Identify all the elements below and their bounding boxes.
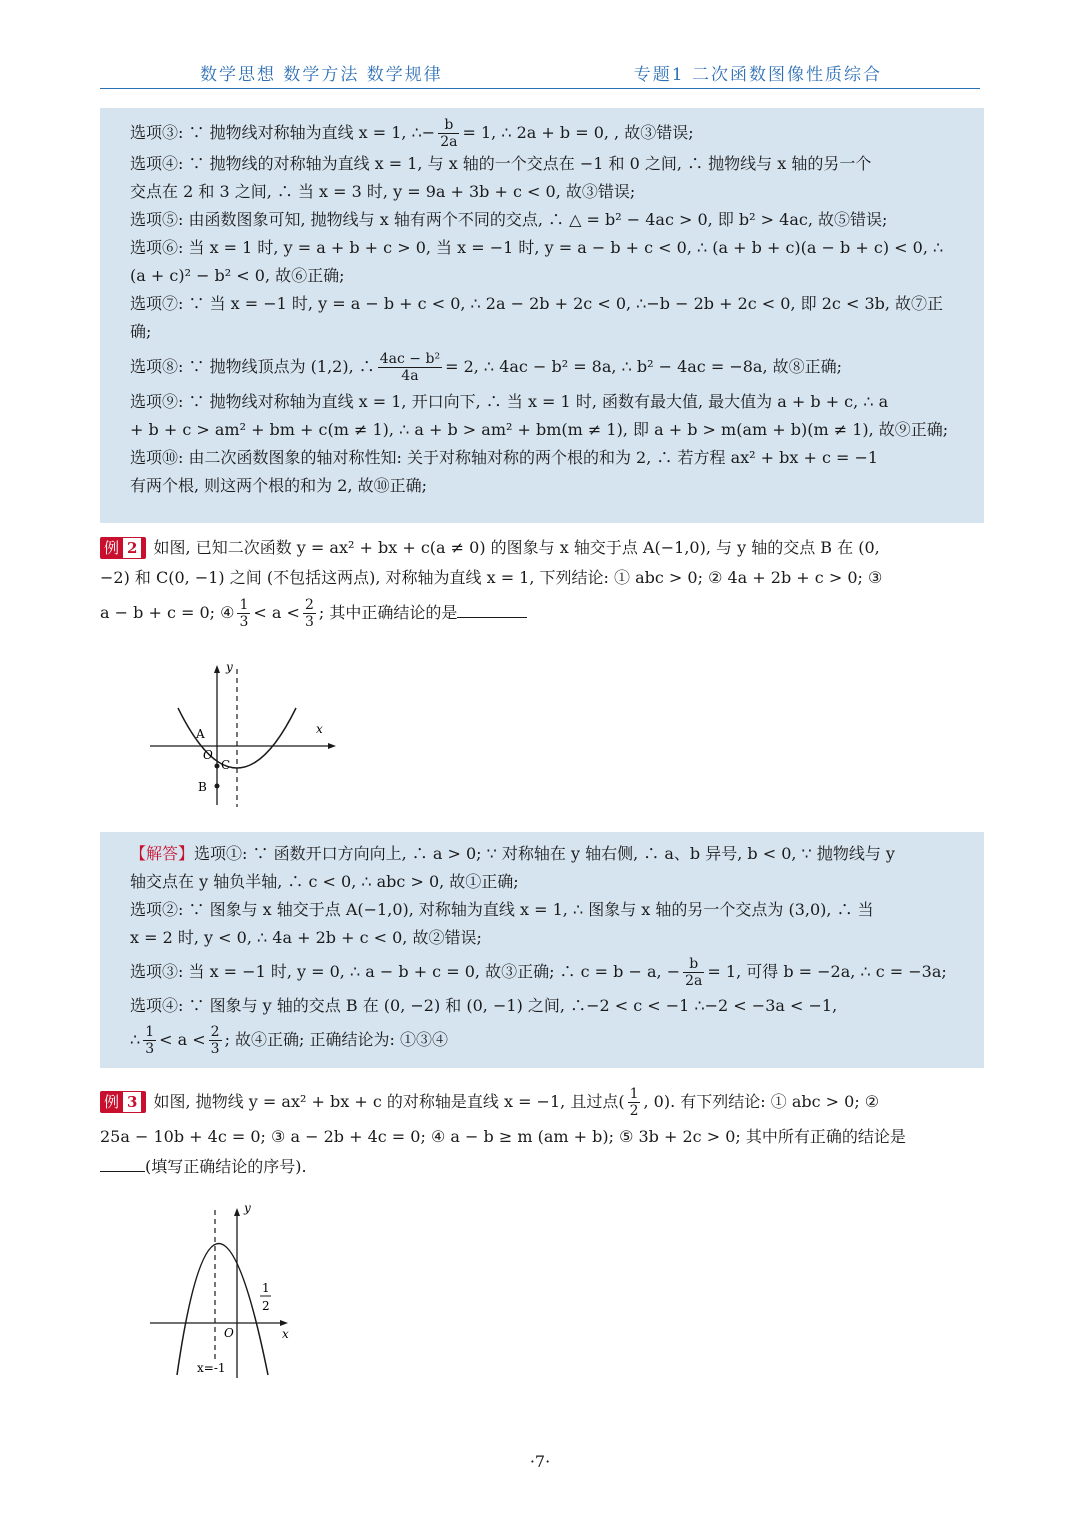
box1-line: 选项⑤: 由函数图象可知, 抛物线与 x 轴有两个不同的交点, ∴ △ = b² − 4ac > 0, 即 b² > 4ac, 故⑤错误; — [130, 210, 888, 229]
box1-line: 有两个根, 则这两个根的和为 2, 故⑩正确; — [130, 476, 428, 495]
header-right: 专题1 二次函数图像性质综合 — [633, 65, 882, 85]
box2-line: 选项③: 当 x = −1 时, y = 0, ∴ a − b + c = 0, 故③正确; ∴ c = b − a, − $\frac{b}{2a}$ = 1, 可得 b = −2a, ∴ c = −3a; — [130, 956, 947, 989]
example-line: 例 2 如图, 已知二次函数 y = ax² + bx + c(a ≠ 0) 的图象与 x 轴交于点 A(−1,0), 与 y 轴的交点 B 在 (0, — [100, 533, 984, 563]
y-label: y — [226, 660, 233, 674]
fraction: $\frac{2}{3}$ — [210, 1024, 220, 1057]
box1-line: 选项③: ∵ 抛物线对称轴为直线 x = 1, ∴− $\frac{b}{2a}$ = 1, ∴ 2a + b = 0, , 故③错误; — [130, 117, 694, 150]
box1-line: (a + c)² − b² < 0, 故⑥正确; — [130, 266, 345, 285]
example-line: a − b + c = 0; ④ $\frac{1}{3}$ < a < $\frac{2}{3}$ ; 其中正确结论的是 — [100, 593, 984, 633]
parabola-graph-2 — [140, 655, 340, 815]
x-label: x — [316, 722, 323, 736]
example-tag: 例 3 — [100, 1091, 146, 1113]
box1-line: 选项⑧: ∵ 抛物线顶点为 (1,2), ∴ $\frac{\text{4ac − b²}}{4a}$ = 2, ∴ 4ac − b² = 8a, ∴ b² − 4ac = −8a, 故⑧正确; — [130, 351, 843, 384]
c-label: C — [221, 758, 231, 772]
a-label: A — [196, 727, 205, 741]
box1-line: 选项⑩: 由二次函数图象的轴对称性知: 关于对称轴对称的两个根的和为 2, ∴ 若方程 ax² + bx + c = −1 — [130, 448, 879, 467]
example-line: (填写正确结论的序号). — [100, 1152, 984, 1182]
example-line: 例 3 如图, 抛物线 y = ax² + bx + c 的对称轴是直线 x = −1, 且过点( $\frac{1}{2}$ , 0). 有下列结论: ① abc > 0; ② — [100, 1082, 984, 1122]
example-2 — [100, 533, 984, 633]
answer-blank — [457, 603, 527, 618]
point-b — [215, 784, 220, 789]
parabola-curve — [177, 1244, 268, 1376]
box1-line: 选项⑨: ∵ 抛物线对称轴为直线 x = 1, 开口向下, ∴ 当 x = 1 时, 函数有最大值, 最大值为 a + b + c, ∴ a — [130, 392, 889, 411]
box2-line: x = 2 时, y < 0, ∴ 4a + 2b + c < 0, 故②错误; — [130, 928, 482, 947]
parabola-graph-3 — [140, 1200, 310, 1385]
solution-box-1 — [100, 108, 984, 523]
fraction: $\frac{b}{2a}$ — [440, 117, 458, 150]
box2-line: ∴ $\frac{1}{3}$ < a < $\frac{2}{3}$ ; 故④正确; 正确结论为: ①③④ — [130, 1024, 448, 1057]
answer-blank — [100, 1157, 145, 1172]
example-3 — [100, 1082, 984, 1182]
fraction: $\frac{1}{3}$ — [145, 1024, 155, 1057]
fraction: $\frac{\text{4ac − b²}}{4a}$ — [379, 351, 441, 384]
page-header — [100, 48, 980, 89]
o-label: O — [224, 1326, 234, 1340]
box1-line: 选项⑦: ∵ 当 x = −1 时, y = a − b + c < 0, ∴ 2a − 2b + 2c < 0, ∴−b − 2b + 2c < 0, 即 2c < 3b, 故⑦正 — [130, 294, 944, 313]
box2-line: 选项②: ∵ 图象与 x 轴交于点 A(−1,0), 对称轴为直线 x = 1, ∴ 图象与 x 轴的另一个交点为 (3,0), ∴ 当 — [130, 900, 874, 919]
half-denominator: 2 — [262, 1299, 270, 1313]
fraction: $\frac{1}{2}$ — [629, 1086, 639, 1119]
y-label: y — [244, 1201, 251, 1215]
point-c — [215, 764, 220, 769]
fraction: $\frac{2}{3}$ — [304, 597, 314, 630]
x-axis-arrow — [328, 743, 336, 749]
box2-line: 选项④: ∵ 图象与 y 轴的交点 B 在 (0, −2) 和 (0, −1) 之间, ∴−2 < c < −1 ∴−2 < −3a < −1, — [130, 996, 838, 1015]
header-left: 数学思想 数学方法 数学规律 — [200, 65, 443, 85]
example-line: −2) 和 C(0, −1) 之间 (不包括这两点), 对称轴为直线 x = 1, 下列结论: ① abc > 0; ② 4a + 2b + c > 0; ③ — [100, 568, 883, 587]
b-label: B — [198, 780, 207, 794]
solution-box-2 — [100, 832, 984, 1068]
box2-line: 轴交点在 y 轴负半轴, ∴ c < 0, ∴ abc > 0, 故①正确; — [130, 872, 519, 891]
o-label: O — [203, 748, 213, 762]
x-axis-arrow — [280, 1320, 288, 1326]
half-numerator: 1 — [262, 1281, 270, 1295]
box2-line: 【解答】选项①: ∵ 函数开口方向向上, ∴ a > 0; ∵ 对称轴在 y 轴右侧, ∴ a、b 异号, b < 0, ∵ 抛物线与 y — [130, 844, 895, 863]
box1-line: + b + c > am² + bm + c(m ≠ 1), ∴ a + b > am² + bm(m ≠ 1), 即 a + b > m(am + b)(m ≠ 1), 故⑨正确; — [130, 420, 949, 439]
box1-line: 确; — [130, 322, 152, 341]
y-axis-arrow — [234, 1208, 240, 1216]
example-line: 25a − 10b + 4c = 0; ③ a − 2b + 4c = 0; ④ a − b ≥ m (am + b); ⑤ 3b + 2c > 0; 其中所有正确的结论是 — [100, 1127, 906, 1146]
x-label: x — [282, 1327, 289, 1341]
symmetry-label: x=-1 — [197, 1361, 226, 1375]
box1-line: 选项④: ∵ 抛物线的对称轴为直线 x = 1, 与 x 轴的一个交点在 −1 和 0 之间, ∴ 抛物线与 x 轴的另一个 — [130, 154, 872, 173]
y-axis-arrow — [214, 665, 220, 673]
example-tag: 例 2 — [100, 537, 146, 559]
fraction: $\frac{b}{2a}$ — [685, 956, 703, 989]
page-number: ·7· — [529, 1452, 551, 1471]
fraction: $\frac{1}{3}$ — [239, 597, 249, 630]
box1-line: 选项⑥: 当 x = 1 时, y = a + b + c > 0, 当 x = −1 时, y = a − b + c < 0, ∴ (a + b + c)(a − b + c) < 0, ∴ — [130, 238, 944, 257]
box1-line: 交点在 2 和 3 之间, ∴ 当 x = 3 时, y = 9a + 3b + c < 0, 故③错误; — [130, 182, 636, 201]
